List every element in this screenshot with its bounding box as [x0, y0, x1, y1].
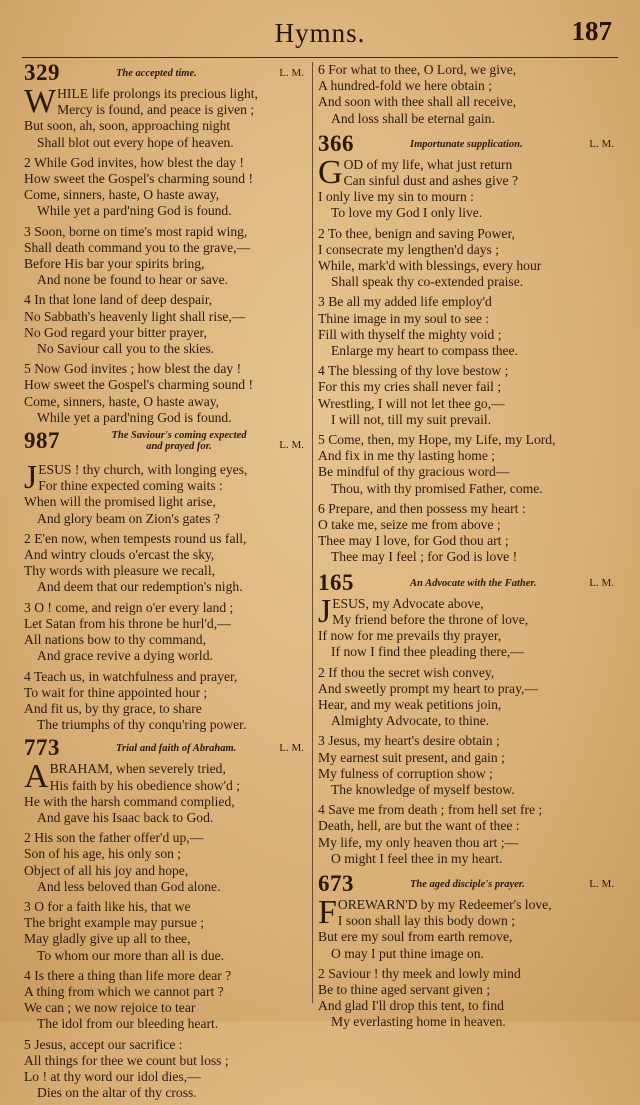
- verse-line: For thine expected coming waits :: [38, 478, 223, 494]
- verse-line: Almighty Advocate, to thine.: [331, 713, 490, 729]
- hymn-meter: L. M.: [589, 576, 614, 589]
- hymn-subtitle: The Saviour's coming expected and prayed for.: [111, 430, 247, 453]
- verse-line: His faith by his obedience show'd ;: [49, 777, 241, 793]
- verse-line: But ere my soul from earth remove,: [318, 929, 513, 945]
- hymn-subtitle: Trial and faith of Abraham.: [116, 743, 237, 755]
- verse-line: Hear, and my weak petitions join,: [318, 696, 502, 712]
- verse-line: O may I put thine image on.: [331, 945, 484, 961]
- verse-line: My fulness of corruption show ;: [318, 765, 493, 781]
- drop-cap: J: [24, 459, 38, 497]
- stanza: [24, 83, 308, 151]
- header-rule: [22, 57, 618, 58]
- stanza: [24, 830, 308, 895]
- stanza: [318, 733, 618, 798]
- verse-line: I will not, till my suit prevail.: [331, 411, 492, 427]
- verse-line: 4 The blessing of thy love bestow ;: [318, 363, 509, 379]
- verse-line: 2 To thee, benign and saving Power,: [318, 225, 515, 241]
- stanza: [24, 758, 308, 826]
- verse-line: But soon, ah, soon, approaching night: [24, 118, 231, 134]
- left-column: [24, 62, 308, 1105]
- stanza: [24, 459, 308, 527]
- verse-line: Let Satan from his throne be hurl'd,—: [24, 615, 231, 631]
- verse-line: 3 Jesus, my heart's desire obtain ;: [318, 733, 500, 749]
- verse-line: 3 O ! come, and reign o'er every land ;: [24, 599, 234, 615]
- verse-line: Death, hell, are but the want of thee :: [318, 818, 520, 834]
- verse-line: While yet a pard'ning God is found.: [37, 409, 232, 425]
- stanza: [24, 600, 308, 665]
- verse-line: 5 Now God invites ; how blest the day !: [24, 361, 242, 377]
- verse-line: Thy words with pleasure we recall,: [24, 563, 216, 579]
- hymn-heading: [318, 870, 618, 897]
- verse-line: While, mark'd with blessings, every hour: [318, 258, 542, 274]
- stanza: [318, 153, 618, 222]
- drop-cap: W: [24, 83, 57, 120]
- page-header: [22, 14, 618, 54]
- stanza: [24, 361, 308, 426]
- verse-line: And soon with thee shall all receive,: [318, 94, 517, 110]
- page-number: 187: [571, 16, 612, 46]
- hymn-773: [24, 737, 308, 1101]
- verse-line: And glory beam on Zion's gates ?: [37, 510, 220, 526]
- verse-line: And sweetly prompt my heart to pray,—: [318, 680, 538, 696]
- verse-line: OREWARN'D by my Redeemer's love,: [337, 896, 552, 912]
- stanza: [24, 899, 308, 964]
- verse-line: He with the harsh command complied,: [24, 793, 235, 809]
- stanza: [318, 226, 618, 291]
- verse-line: If now for me prevails thy prayer,: [318, 628, 502, 644]
- verse-line: Thee may I feel ; for God is love !: [331, 549, 518, 565]
- verse-line: And glad I'll drop this tent, to find: [318, 998, 504, 1014]
- verse-line: 2 E'en now, when tempests round us fall,: [24, 530, 247, 546]
- hymn-329-continued: [318, 62, 618, 127]
- stanza: [318, 294, 618, 359]
- hymn-subtitle: An Advocate with the Father.: [410, 577, 537, 589]
- drop-cap: J: [318, 592, 332, 630]
- verse-line: Thee may I love, for God thou art ;: [318, 533, 509, 549]
- verse-line: Come, sinners, haste, O haste away,: [24, 393, 220, 409]
- stanza: [318, 592, 618, 661]
- hymn-meter: L. M.: [279, 439, 304, 452]
- verse-line: A thing from which we cannot part ?: [24, 983, 224, 999]
- verse-line: 5 Jesus, accept our sacrifice :: [24, 1036, 183, 1052]
- verse-line: My earnest suit present, and gain ;: [318, 749, 505, 765]
- verse-line: 2 His son the father offer'd up,—: [24, 830, 204, 846]
- verse-line: My everlasting home in heaven.: [331, 1014, 506, 1030]
- verse-line: If now I find thee pleading there,—: [331, 644, 524, 660]
- verse-line: Wrestling, I will not let thee go,—: [318, 395, 505, 411]
- verse-line: And none be found to hear or save.: [37, 272, 229, 288]
- column-divider: [312, 62, 313, 1003]
- verse-line: Dies on the altar of thy cross.: [37, 1085, 197, 1101]
- verse-line: To whom our more than all is due.: [37, 947, 225, 963]
- verse-line: BRAHAM, when severely tried,: [49, 761, 226, 777]
- hymn-673: [318, 870, 618, 1031]
- verse-line: Son of his age, his only son ;: [24, 846, 182, 862]
- verse-line: And wintry clouds o'ercast the sky,: [24, 547, 215, 563]
- stanza: [318, 432, 618, 497]
- verse-line: O might I feel thee in my heart.: [331, 850, 503, 866]
- verse-line: When will the promised light arise,: [24, 494, 216, 510]
- hymn-heading: [24, 62, 308, 86]
- verse-line: O take me, seize me from above ;: [318, 517, 501, 533]
- hymn-meter: L. M.: [589, 137, 614, 150]
- hymn-meter: L. M.: [279, 67, 304, 79]
- verse-line: How sweet the Gospel's charming sound !: [24, 377, 253, 393]
- hymn-366: [318, 130, 618, 566]
- verse-line: Shall speak thy co-extended praise.: [331, 274, 524, 290]
- stanza: [24, 155, 308, 220]
- verse-line: Object of all his joy and hope,: [24, 862, 189, 878]
- hymn-number: 773: [24, 735, 60, 761]
- stanza: [318, 501, 618, 566]
- hymn-meter: L. M.: [589, 877, 614, 890]
- stanza: [24, 968, 308, 1033]
- verse-line: 4 Save me from death ; from hell set fre ;: [318, 802, 543, 818]
- verse-line: While yet a pard'ning God is found.: [37, 203, 232, 219]
- hymn-987: [24, 430, 308, 733]
- verse-line: OD of my life, what just return: [343, 156, 513, 172]
- hymn-number: 673: [318, 870, 354, 896]
- hymn-heading: [24, 737, 308, 761]
- stanza: [24, 292, 308, 357]
- drop-cap: F: [318, 893, 337, 931]
- verse-line: Shall blot out every hope of heaven.: [37, 134, 234, 150]
- verse-line: For this my cries shall never fail ;: [318, 379, 502, 395]
- stanza: [24, 224, 308, 289]
- hymn-number: 329: [24, 60, 60, 85]
- verse-line: A hundred-fold we here obtain ;: [318, 78, 493, 94]
- stanza: [24, 669, 308, 734]
- verse-line: Lo ! at thy word our idol dies,—: [24, 1068, 201, 1084]
- verse-line: Thine image in my soul to see :: [318, 310, 490, 326]
- verse-line: Enlarge my heart to compass thee.: [331, 343, 518, 359]
- verse-line: No Saviour call you to the skies.: [37, 341, 215, 357]
- verse-line: 4 Is there a thing than life more dear ?: [24, 967, 232, 983]
- verse-line: May gladly give up all to thee,: [24, 931, 191, 947]
- hymn-329: [24, 62, 308, 426]
- verse-line: HILE life prolongs its precious light,: [57, 86, 258, 101]
- verse-line: And less beloved than God alone.: [37, 878, 221, 894]
- verse-line: 6 Prepare, and then possess my heart :: [318, 500, 526, 516]
- verse-line: 5 Come, then, my Hope, my Life, my Lord,: [318, 432, 556, 448]
- drop-cap: A: [24, 758, 49, 796]
- stanza: [318, 363, 618, 428]
- verse-line: My friend before the throne of love,: [332, 611, 529, 627]
- verse-line: No Sabbath's heavenly light shall rise,—: [24, 308, 246, 324]
- verse-line: We can ; we now rejoice to tear: [24, 1000, 196, 1016]
- verse-line: I soon shall lay this body down ;: [337, 913, 516, 929]
- running-title: Hymns.: [274, 18, 366, 48]
- verse-line: My life, my only heaven thou art ;—: [318, 834, 519, 850]
- verse-line: The bright example may pursue ;: [24, 915, 205, 931]
- verse-line: Be to thine aged servant given ;: [318, 981, 491, 997]
- hymn-165: [318, 569, 618, 867]
- verse-line: Fill with thyself the mighty void ;: [318, 326, 502, 342]
- verse-line: Mercy is found, and peace is given ;: [57, 102, 255, 118]
- verse-line: The triumphs of thy conqu'ring power.: [37, 717, 247, 733]
- hymn-subtitle: Importunate supplication.: [410, 138, 523, 150]
- verse-line: 3 Soon, borne on time's most rapid wing,: [24, 223, 248, 239]
- verse-line: And deem that our redemption's nigh.: [37, 579, 243, 595]
- verse-line: ESUS, my Advocate above,: [332, 595, 484, 611]
- stanza: [24, 531, 308, 596]
- verse-line: All things for thee we count but loss ;: [24, 1052, 229, 1068]
- verse-line: Come, sinners, haste, O haste away,: [24, 187, 220, 203]
- drop-cap: G: [318, 153, 343, 191]
- verse-line: The idol from our bleeding heart.: [37, 1016, 219, 1032]
- verse-line: ESUS ! thy church, with longing eyes,: [38, 462, 248, 478]
- verse-line: I consecrate my lengthen'd days ;: [318, 241, 499, 257]
- hymn-subtitle: The aged disciple's prayer.: [410, 878, 525, 890]
- hymn-heading: [318, 130, 618, 157]
- verse-line: To love my God I only live.: [331, 205, 483, 221]
- verse-line: 4 Teach us, in watchfulness and prayer,: [24, 668, 238, 684]
- verse-line: 2 Saviour ! thy meek and lowly mind: [318, 965, 521, 981]
- verse-line: And gave his Isaac back to God.: [37, 809, 214, 825]
- stanza: [24, 1037, 308, 1102]
- stanza: [318, 802, 618, 867]
- stanza: [318, 62, 618, 127]
- verse-line: No God regard your bitter prayer,: [24, 324, 207, 340]
- hymn-meter: L. M.: [279, 742, 304, 755]
- hymn-number: 987: [24, 428, 60, 454]
- hymn-number: 366: [318, 130, 354, 156]
- verse-line: 4 In that lone land of deep despair,: [24, 292, 213, 308]
- verse-line: 3 Be all my added life employ'd: [318, 294, 492, 310]
- verse-line: Thou, with thy promised Father, come.: [331, 480, 543, 496]
- verse-line: 2 If thou the secret wish convey,: [318, 664, 495, 680]
- stanza: [318, 665, 618, 730]
- verse-line: All nations bow to thy command,: [24, 632, 206, 648]
- verse-line: To wait for thine appointed hour ;: [24, 684, 208, 700]
- verse-line: Shall death command you to the grave,—: [24, 239, 251, 255]
- verse-line: 6 For what to thee, O Lord, we give,: [318, 62, 517, 77]
- verse-line: The knowledge of myself bestow.: [331, 781, 515, 797]
- hymn-heading: [318, 569, 618, 596]
- verse-line: And loss shall be eternal gain.: [331, 110, 495, 126]
- verse-line: I only live my sin to mourn :: [318, 189, 474, 205]
- verse-line: Be mindful of thy gracious word—: [318, 464, 510, 480]
- hymn-subtitle: The accepted time.: [116, 68, 197, 79]
- hymn-number: 165: [318, 569, 354, 595]
- verse-line: And fit us, by thy grace, to share: [24, 700, 202, 716]
- hymn-heading: [24, 430, 308, 462]
- verse-line: 3 O for a faith like his, that we: [24, 898, 191, 914]
- verse-line: And grace revive a dying world.: [37, 648, 213, 664]
- stanza: [318, 893, 618, 962]
- verse-line: And fix in me thy lasting home ;: [318, 448, 496, 464]
- verse-line: Can sinful dust and ashes give ?: [343, 173, 518, 189]
- verse-line: 2 While God invites, how blest the day !: [24, 154, 244, 170]
- verse-line: Before His bar your spirits bring,: [24, 256, 205, 272]
- right-column: [318, 62, 618, 1035]
- verse-line: How sweet the Gospel's charming sound !: [24, 171, 253, 187]
